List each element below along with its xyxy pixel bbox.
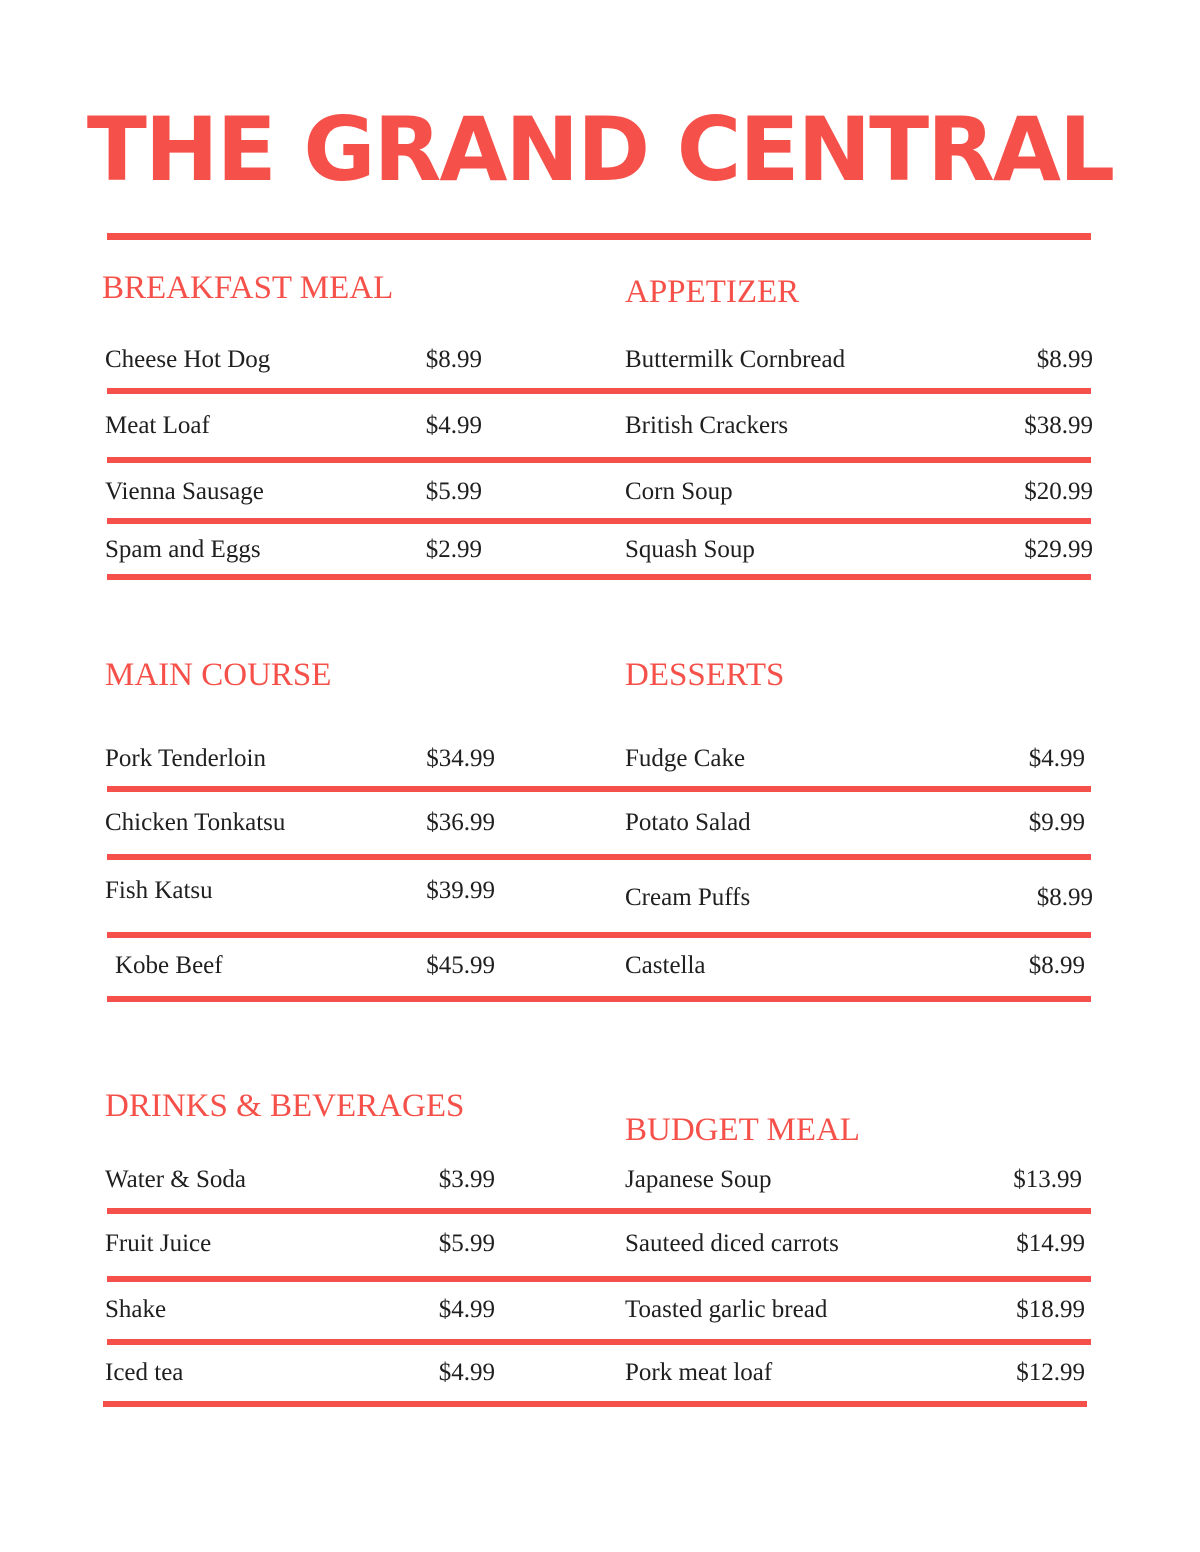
row-divider (107, 1276, 591, 1282)
menu-item-name: Water & Soda (105, 1166, 247, 1193)
menu-item-price: $18.99 (1016, 1296, 1085, 1323)
menu-item-price: $8.99 (1036, 346, 1093, 373)
title-divider (107, 233, 1091, 240)
section-title-appetizer: APPETIZER (625, 274, 800, 310)
menu-item-price: $34.99 (426, 745, 495, 772)
menu-item-name: Meat Loaf (105, 412, 210, 439)
menu-item-name: Corn Soup (625, 478, 733, 505)
menu-item-name: Fudge Cake (625, 745, 746, 772)
row-divider (591, 996, 1091, 1002)
menu-item-price: $20.99 (1024, 478, 1093, 505)
menu-item-price: $13.99 (1013, 1166, 1082, 1193)
row-divider (107, 786, 591, 792)
row-divider (591, 518, 1091, 524)
row-divider (591, 932, 1091, 938)
menu-item-name: Japanese Soup (625, 1166, 772, 1193)
menu-item-price: $29.99 (1024, 536, 1093, 563)
row-divider (591, 854, 1091, 860)
row-divider (107, 518, 591, 524)
menu-item-price: $36.99 (426, 809, 495, 836)
row-divider (591, 786, 1091, 792)
section-title-main-course: MAIN COURSE (105, 657, 332, 693)
row-divider (591, 1276, 1091, 1282)
menu-item-name: Sauteed diced carrots (625, 1230, 839, 1257)
menu-item-price: $2.99 (425, 536, 482, 563)
menu-item-price: $4.99 (425, 412, 482, 439)
row-divider (591, 457, 1091, 463)
menu-item-name: Buttermilk Cornbread (625, 346, 846, 373)
section-title-breakfast: BREAKFAST MEAL (102, 270, 394, 306)
menu-item-price: $8.99 (1028, 952, 1085, 979)
menu-item-name: Kobe Beef (115, 952, 223, 979)
menu-item-price: $38.99 (1024, 412, 1093, 439)
menu-item-name: Chicken Tonkatsu (105, 809, 286, 836)
menu-item-name: Pork meat loaf (625, 1359, 773, 1386)
menu-item-price: $14.99 (1016, 1230, 1085, 1257)
menu-item-price: $5.99 (425, 478, 482, 505)
menu-item-name: Castella (625, 952, 706, 979)
row-divider (107, 457, 591, 463)
menu-item-price: $39.99 (426, 877, 495, 904)
menu-item-price: $8.99 (1036, 884, 1093, 911)
row-divider (107, 996, 591, 1002)
menu-item-price: $4.99 (438, 1296, 495, 1323)
menu-item-name: Cream Puffs (625, 884, 751, 911)
menu-item-name: Squash Soup (625, 536, 755, 563)
menu-item-name: Fish Katsu (105, 877, 213, 904)
menu-item-name: Cheese Hot Dog (105, 346, 271, 373)
menu-item-price: $4.99 (438, 1359, 495, 1386)
section-title-desserts: DESSERTS (625, 657, 785, 693)
menu-item-price: $9.99 (1028, 809, 1085, 836)
section-title-budget: BUDGET MEAL (625, 1112, 860, 1148)
menu-item-price: $45.99 (426, 952, 495, 979)
row-divider (591, 1339, 1091, 1345)
row-divider (107, 388, 591, 394)
menu-item-price: $4.99 (1028, 745, 1085, 772)
menu-title: THE GRAND CENTRAL (86, 98, 1114, 201)
row-divider (591, 388, 1091, 394)
row-divider (107, 854, 591, 860)
menu-item-name: Potato Salad (625, 809, 751, 836)
row-divider (591, 1208, 1091, 1214)
menu-item-name: Shake (105, 1296, 167, 1323)
menu-item-name: Iced tea (105, 1359, 184, 1386)
menu-item-price: $3.99 (438, 1166, 495, 1193)
menu-item-price: $5.99 (438, 1230, 495, 1257)
row-divider (103, 1401, 591, 1407)
menu-item-price: $12.99 (1016, 1359, 1085, 1386)
section-title-drinks: DRINKS & BEVERAGES (105, 1088, 465, 1124)
row-divider (591, 574, 1091, 580)
menu-item-name: Toasted garlic bread (625, 1296, 828, 1323)
menu-item-name: Pork Tenderloin (105, 745, 266, 772)
menu-item-price: $8.99 (425, 346, 482, 373)
menu-item-name: Fruit Juice (105, 1230, 212, 1257)
row-divider (107, 1208, 591, 1214)
row-divider (591, 1401, 1087, 1407)
row-divider (107, 1339, 591, 1345)
menu-item-name: British Crackers (625, 412, 789, 439)
menu-item-name: Vienna Sausage (105, 478, 264, 505)
menu-item-name: Spam and Eggs (105, 536, 261, 563)
row-divider (107, 574, 591, 580)
row-divider (107, 932, 591, 938)
